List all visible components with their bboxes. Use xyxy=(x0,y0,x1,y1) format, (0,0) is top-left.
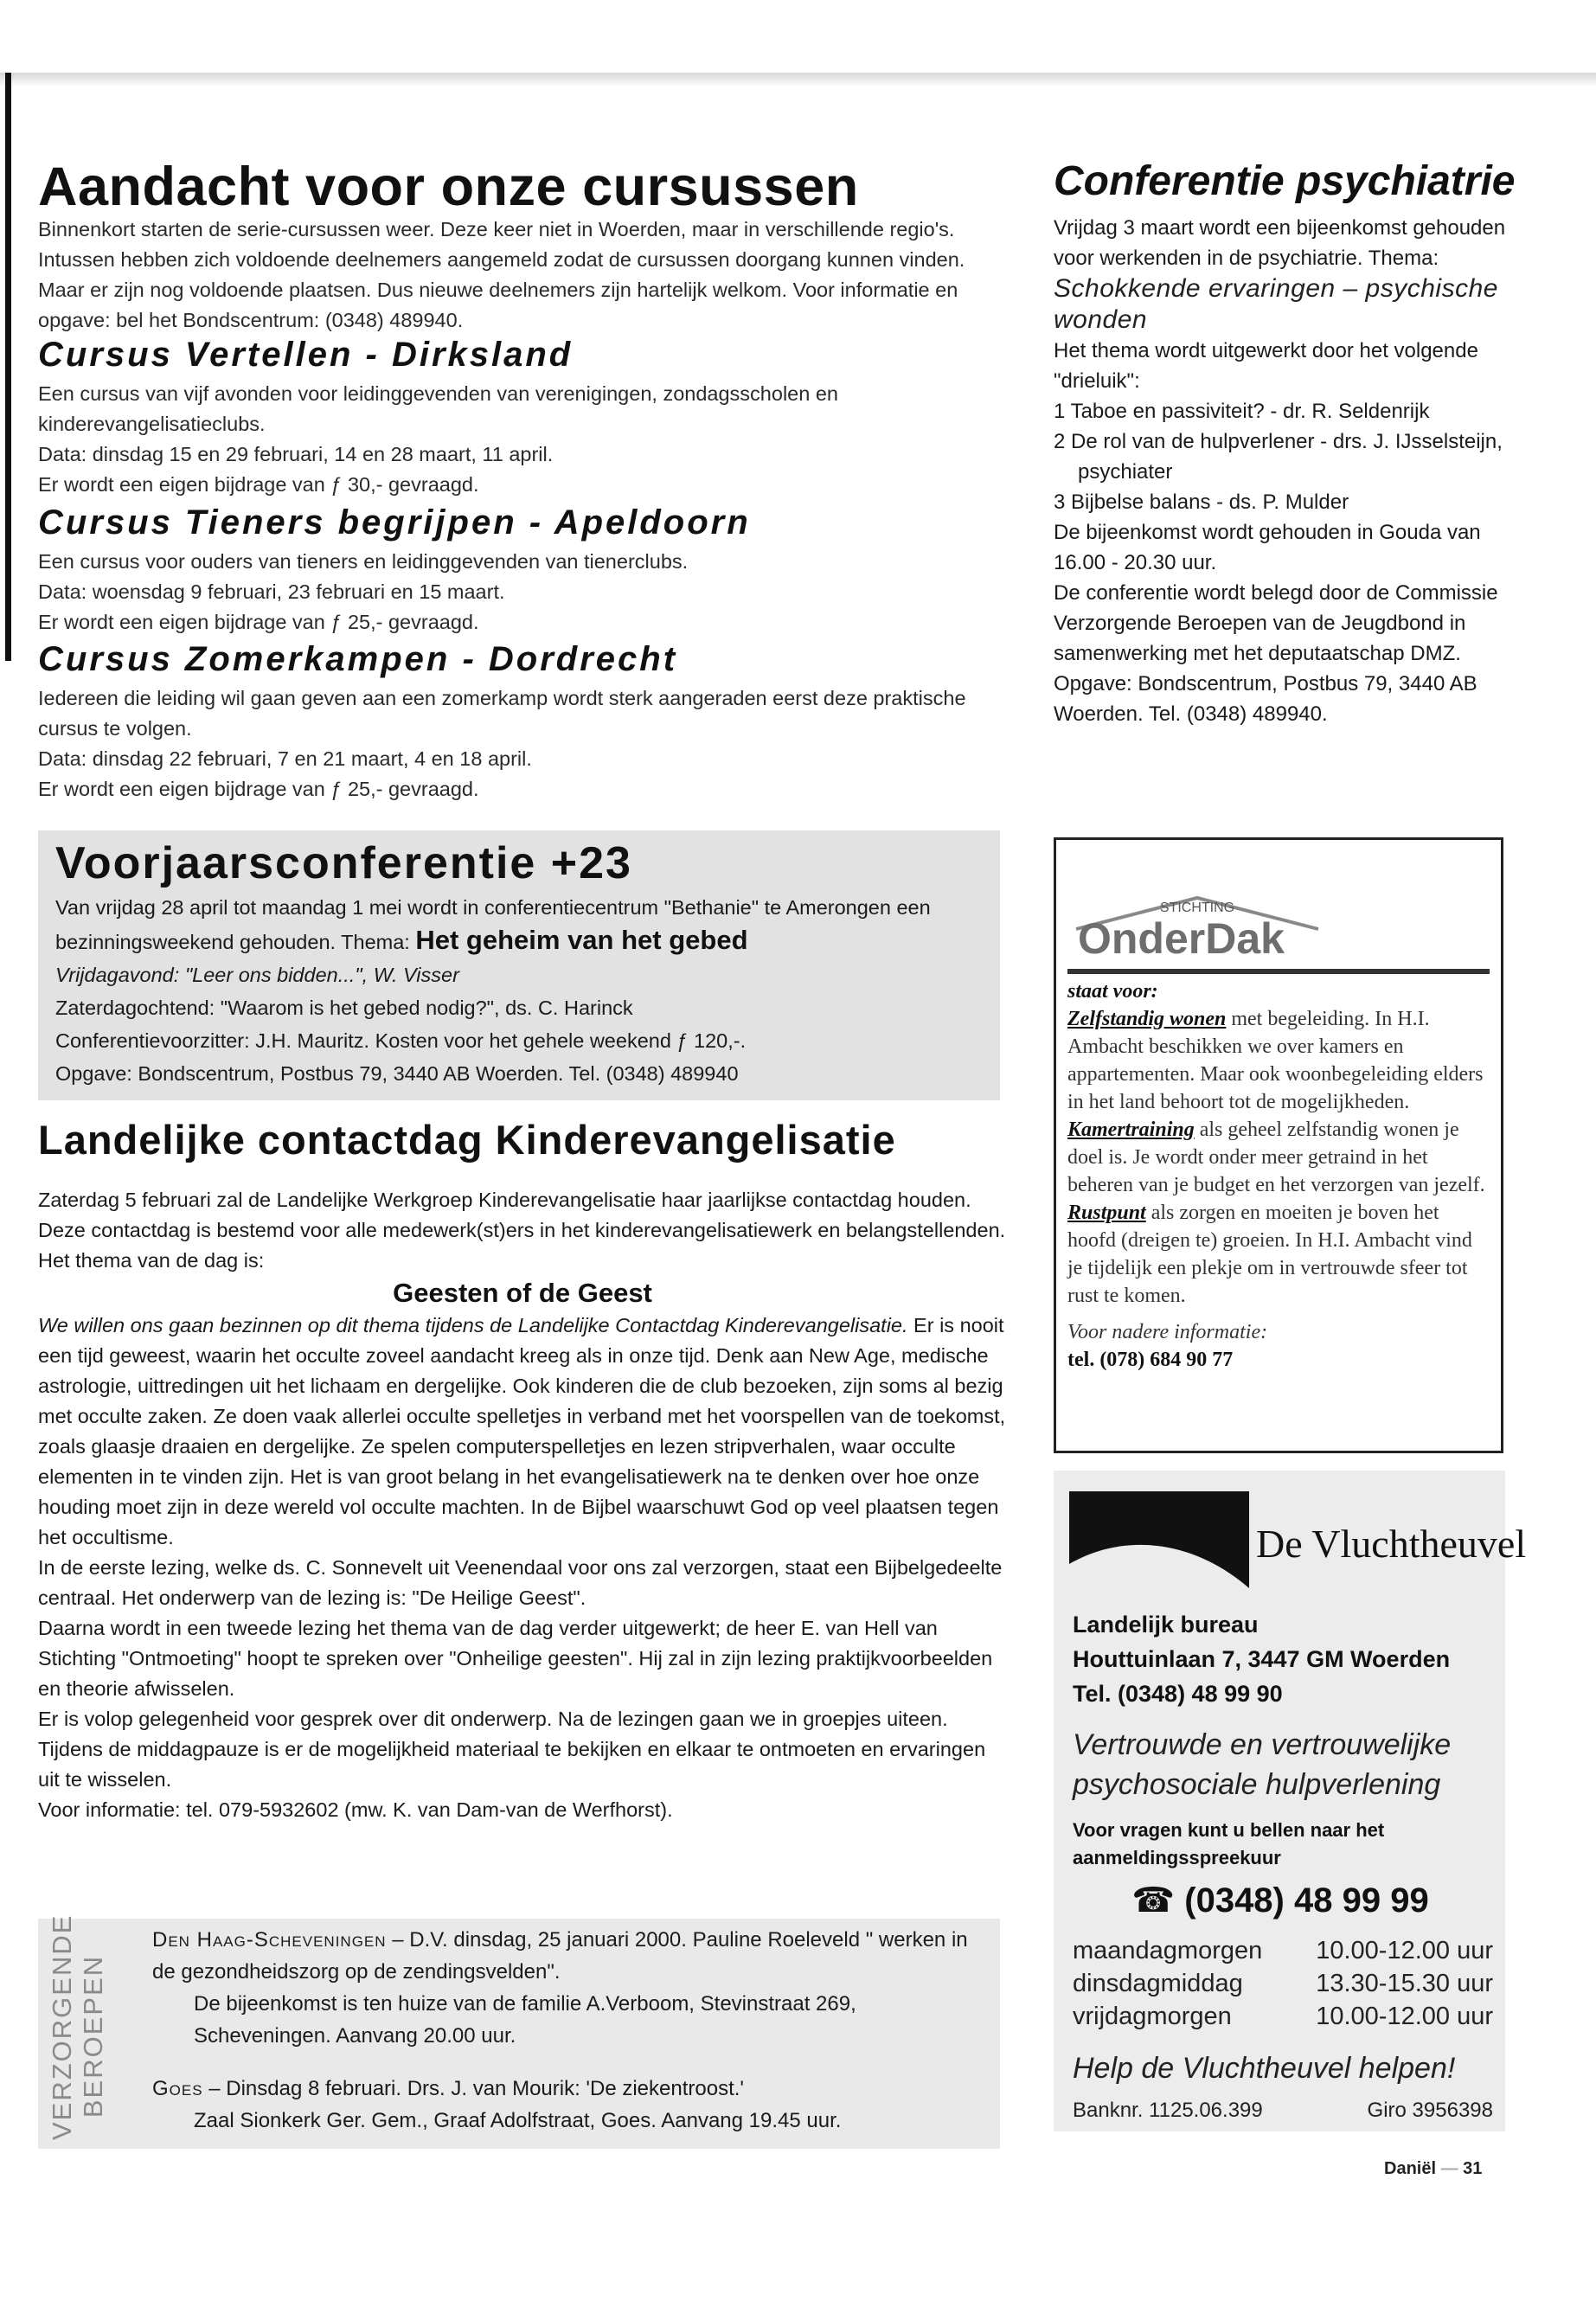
contact-para: Er is volop gelegenheid voor gesprek over dit onderwerp. Na de lezingen gaan we in groepjes uiteen. xyxy=(38,1708,948,1730)
conference-item: 2 De rol van de hulpverlener - drs. J. IJsselsteijn, psychiater xyxy=(1054,430,1503,484)
voorjaar-body xyxy=(55,891,998,1090)
voorjaar-title: Voorjaarsconferentie +23 xyxy=(55,838,632,888)
course-line: Er wordt een eigen bijdrage van ƒ 30,- gevraagd. xyxy=(38,473,479,496)
onderdak-logo xyxy=(1067,874,1327,963)
page-left-edge xyxy=(5,73,11,661)
onderdak-item-title: Rustpunt xyxy=(1067,1202,1146,1224)
entry-text: – Dinsdag 8 februari. Drs. J. van Mourik: 'De ziekentroost.' xyxy=(208,2077,744,2100)
conference-theme: Schokkende ervaringen – psychische wonden xyxy=(1054,274,1498,334)
conference-item: 3 Bijbelse balans - ds. P. Mulder xyxy=(1054,490,1349,514)
vluchtheuvel-logo xyxy=(1066,1481,1527,1597)
contact-para: Daarna wordt in een tweede lezing het thema van de dag verder uitgewerkt; de heer E. van Hell van Stichting "Ontmoeting" hoopt te spreken over "Onheilige geesten". Hij zal in zijn lezing praktijkvoorbeelden en theorie afwisselen. xyxy=(38,1617,993,1700)
entry xyxy=(152,2073,974,2105)
intro-paragraph: Binnenkort starten de serie-cursussen weer. Deze keer niet in Woerden, maar in verschillende regio's. Intussen hebben zich voldoende deelnemers aangemeld zodat de cursussen doorgang kunnen vinden. Maar er zijn nog voldoende plaatsen. Dus nieuwe deelnemers zijn hartelijk welkom. Voor informatie en opgave: bel het Bondscentrum: (0348) 489940. xyxy=(38,218,965,331)
contact-theme: Geesten of de Geest xyxy=(393,1278,652,1308)
course-line: Er wordt een eigen bijdrage van ƒ 25,- gevraagd. xyxy=(38,611,479,633)
course-body xyxy=(38,379,1016,500)
folio-separator: — xyxy=(1440,2159,1464,2178)
voorjaar-intro xyxy=(55,891,998,958)
onderdak-item-text: als geheel zelfstandig wonen je doel is. Je wordt onder meer getraind in het beheren van je budget en het verzorgen van jezelf. xyxy=(1067,1118,1485,1196)
contact-body xyxy=(38,1185,1007,1825)
voorjaar-saturday: Zaterdagochtend: "Waarom is het gebed nodig?", ds. C. Harinck xyxy=(55,997,633,1019)
conference-organizer: De conferentie wordt belegd door de Commissie Verzorgende Beroepen van de Jeugdbond in samenwerking met het deputaatschap DMZ. xyxy=(1054,581,1498,665)
vluchtheuvel-logo-icon xyxy=(1066,1481,1527,1597)
course-line: Data: dinsdag 22 februari, 7 en 21 maart, 4 en 18 april. xyxy=(38,747,532,770)
onderdak-divider xyxy=(1067,969,1490,974)
hours-day: maandagmorgen xyxy=(1073,1937,1263,1965)
verzorgende-side-label xyxy=(47,1913,118,2140)
onderdak-item xyxy=(1067,1116,1491,1199)
course-line: Data: woensdag 9 februari, 23 februari en 15 maart. xyxy=(38,580,505,603)
hours-row xyxy=(1073,2000,1493,2033)
onderdak-body xyxy=(1067,977,1491,1374)
voorjaar-intro-text: Van vrijdag 28 april tot maandag 1 mei wordt in conferentiecentrum "Bethanie" te Amerongen een bezinningsweekend gehouden. Thema: xyxy=(55,896,931,953)
contact-para xyxy=(38,1311,1007,1553)
side-label-line: BEROEPEN xyxy=(78,1954,108,2118)
contact-title: Landelijke contactdag Kinderevangelisatie xyxy=(38,1117,896,1163)
course-body xyxy=(38,683,1016,804)
course-title: Cursus Vertellen - Dirksland xyxy=(38,336,574,374)
page-top-shadow xyxy=(0,73,1596,87)
voorjaar-friday: Vrijdagavond: "Leer ons bidden...", W. Visser xyxy=(55,964,459,986)
bureau-label: Landelijk bureau xyxy=(1073,1612,1259,1638)
bank-number: Banknr. 1125.06.399 xyxy=(1073,2099,1263,2122)
onderdak-item xyxy=(1067,1199,1491,1310)
course-line: Iedereen die leiding wil gaan geven aan een zomerkamp wordt sterk aangeraden eerst deze praktische cursus te volgen. xyxy=(38,687,966,740)
contact-para: In de eerste lezing, welke ds. C. Sonnevelt uit Veenendaal voor ons zal verzorgen, staat een Bijbelgedeelte centraal. Het onderwerp van de lezing is: "De Heilige Geest". xyxy=(38,1556,1003,1609)
voorjaar-theme: Het geheim van het gebed xyxy=(415,925,748,955)
hours-row xyxy=(1073,1967,1493,2000)
voorjaar-chair: Conferentievoorzitter: J.H. Mauritz. Kosten voor het gehele weekend ƒ 120,-. xyxy=(55,1029,747,1052)
hours-time: 10.00-12.00 uur xyxy=(1316,2003,1493,2030)
onderdak-item-title: Zelfstandig wonen xyxy=(1067,1008,1227,1030)
contact-intro: Zaterdag 5 februari zal de Landelijke Werkgroep Kinderevangelisatie haar jaarlijkse contactdag houden. Deze contactdag is bestemd voor alle medewerk(st)ers in het kinderevangelisatiewerk en belangstellenden. Het thema van de dag is: xyxy=(38,1189,1006,1272)
hours-time: 10.00-12.00 uur xyxy=(1316,1937,1493,1965)
phone-number: (0348) 48 99 99 xyxy=(1184,1881,1429,1920)
vluchtheuvel-help: Help de Vluchtheuvel helpen! xyxy=(1073,2052,1456,2085)
course-line: Data: dinsdag 15 en 29 februari, 14 en 28 maart, 11 april. xyxy=(38,443,554,465)
conference-lead: Het thema wordt uitgewerkt door het volgende "drieluik": xyxy=(1054,339,1478,393)
main-title: Aandacht voor onze cursussen xyxy=(38,157,859,217)
vluchtheuvel-bank xyxy=(1073,2099,1493,2123)
entry xyxy=(152,1924,974,1988)
vluchtheuvel-hours xyxy=(1073,1934,1493,2033)
entry-extra: Zaal Sionkerk Ger. Gem., Graaf Adolfstraat, Goes. Aanvang 19.45 uur. xyxy=(194,2109,842,2132)
entry-text: – D.V. dinsdag, 25 januari 2000. Pauline Roeleveld " werken in de gezondheidszorg op de zendingsvelden". xyxy=(152,1928,968,1984)
onderdak-item xyxy=(1067,1005,1491,1116)
contact-lead-italic: We willen ons gaan bezinnen op dit thema tijdens de Landelijke Contactdag Kinderevangelisatie. xyxy=(38,1314,908,1336)
magazine-name: Daniël xyxy=(1384,2159,1437,2178)
hours-day: vrijdagmorgen xyxy=(1073,2003,1232,2030)
conference-location: De bijeenkomst wordt gehouden in Gouda van 16.00 - 20.30 uur. xyxy=(1054,521,1481,574)
hours-time: 13.30-15.30 uur xyxy=(1316,1970,1493,1997)
verzorgende-entries xyxy=(152,1924,974,2137)
contact-info: Voor informatie: tel. 079-5932602 (mw. K. van Dam-van de Werfhorst). xyxy=(38,1798,673,1821)
page-number: 31 xyxy=(1463,2159,1483,2178)
telephone-icon: ☎ xyxy=(1131,1881,1176,1920)
page-folio xyxy=(1384,2159,1482,2179)
verzorgende-side-text xyxy=(47,1913,118,2140)
onderdak-logo-icon xyxy=(1067,874,1327,963)
hours-row xyxy=(1073,1934,1493,1967)
course-title: Cursus Tieners begrijpen - Apeldoorn xyxy=(38,503,751,542)
course-title: Cursus Zomerkampen - Dordrecht xyxy=(38,640,678,678)
entry-place: Goes xyxy=(152,2077,203,2100)
vluchtheuvel-question: Voor vragen kunt u bellen naar het aanmeldingsspreekuur xyxy=(1073,1819,1385,1868)
vluchtheuvel-phone xyxy=(1073,1881,1488,1920)
side-label-line: VERZORGENDE xyxy=(47,1913,77,2140)
entry-extra: De bijeenkomst is ten huize van de familie A.Verboom, Stevinstraat 269, Scheveningen. Aanvang 20.00 uur. xyxy=(194,1992,856,2048)
voorjaar-signup: Opgave: Bondscentrum, Postbus 79, 3440 AB Woerden. Tel. (0348) 489940 xyxy=(55,1062,739,1085)
onderdak-item-title: Kamertraining xyxy=(1067,1118,1195,1141)
onderdak-heading: staat voor: xyxy=(1067,980,1158,1003)
onderdak-phone: tel. (078) 684 90 77 xyxy=(1067,1349,1234,1371)
course-body xyxy=(38,547,1016,638)
conference-body xyxy=(1054,213,1521,729)
vluchtheuvel-logo-text: De Vluchtheuvel xyxy=(1256,1522,1527,1566)
conference-item: 1 Taboe en passiviteit? - dr. R. Seldenrijk xyxy=(1054,400,1430,423)
vluchtheuvel-address xyxy=(1073,1607,1488,1711)
entry-place: Den Haag-Scheveningen xyxy=(152,1928,387,1952)
logo-big-text: OnderDak xyxy=(1078,914,1285,963)
bureau-address: Houttuinlaan 7, 3447 GM Woerden xyxy=(1073,1646,1451,1672)
conference-title: Conferentie psychiatrie xyxy=(1054,158,1516,204)
conference-intro: Vrijdag 3 maart wordt een bijeenkomst gehouden voor werkenden in de psychiatrie. Thema: xyxy=(1054,216,1506,270)
course-line: Een cursus voor ouders van tieners en leidinggevenden van tienerclubs. xyxy=(38,550,689,573)
bureau-tel: Tel. (0348) 48 99 90 xyxy=(1073,1681,1283,1707)
onderdak-item-text: als zorgen en moeiten je boven het hoofd (dreigen te) groeien. In H.I. Ambacht vind je tijdelijk een plekje om in vertrouwde sfeer tot rust te komen. xyxy=(1067,1202,1472,1307)
course-line: Er wordt een eigen bijdrage van ƒ 25,- gevraagd. xyxy=(38,778,479,800)
onderdak-item-text: met begeleiding. In H.I. Ambacht beschikken we over kamers en appartementen. Maar ook woonbegeleiding elders in het land behoort tot de mogelijkheden. xyxy=(1067,1008,1484,1113)
giro-number: Giro 3956398 xyxy=(1367,2099,1493,2122)
contact-para: Tijdens de middagpauze is er de mogelijkheid materiaal te bekijken en elkaar te ontmoeten en ervaringen uit te wisselen. xyxy=(38,1738,986,1791)
logo-small-text: STICHTING xyxy=(1159,901,1235,915)
contact-para-text: Er is nooit een tijd geweest, waarin het occulte zoveel aandacht kreeg als in onze tijd. Denk aan New Age, medische astrologie, uittredingen uit het lichaam en dergelijke. Ook kinderen die de club bezoeken, zijn soms al bezig met occulte zaken. Ze doen vaak allerlei occulte spelletjes in verband met het voorspellen van de toekomst, zoals glaasje draaien en dergelijke. Ze spelen computerspelletjes en lezen stripverhalen, waar occulte elementen in te vinden zijn. Het is van groot belang in het evangelisatiewerk na te denken over hoe onze houding moet zijn in deze wereld vol occulte machten. In de Bijbel waarschuwt God op veel plaatsen tegen het occultisme. xyxy=(38,1314,1006,1548)
hours-day: dinsdagmiddag xyxy=(1073,1970,1243,1997)
conference-signup: Opgave: Bondscentrum, Postbus 79, 3440 AB Woerden. Tel. (0348) 489940. xyxy=(1054,672,1477,726)
vluchtheuvel-tagline: Vertrouwde en vertrouwelijke psychosociale hulpverlening xyxy=(1073,1728,1452,1801)
course-line: Een cursus van vijf avonden voor leidinggevenden van verenigingen, zondagsscholen en kinderevangelisatieclubs. xyxy=(38,382,838,435)
onderdak-info-label: Voor nadere informatie: xyxy=(1067,1321,1268,1343)
